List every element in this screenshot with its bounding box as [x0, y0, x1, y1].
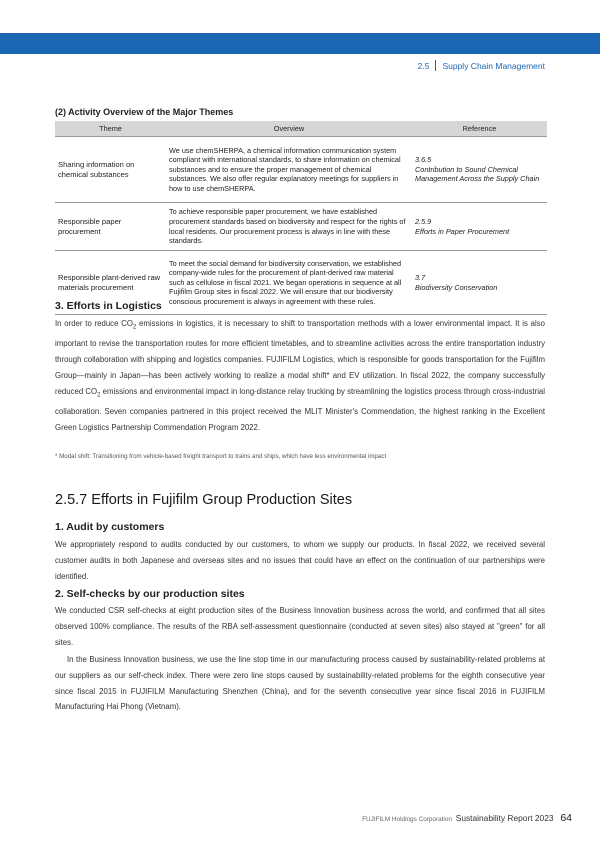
reference-number: 3.6.5 — [415, 155, 432, 165]
reference-number: 2.5.9 — [415, 216, 432, 226]
table-row — [55, 137, 547, 203]
reference-cell — [412, 137, 547, 203]
overview-cell: To meet the social demand for biodiversity conservation, we established company-wide rules for the procurement of plant-derived raw material such as cellulose in fiscal 2021. We began operations in sequence at all Fujifilm Group sites in fiscal 2022. We will ensure that our biodiversity conscious procurement is always in agreement with these rules. — [166, 251, 412, 315]
reference-cell — [412, 203, 547, 251]
section-number: 2.5 — [417, 61, 430, 71]
self-check-paragraph-1: We conducted CSR self-checks at eight production sites of the Business Innovation business across the world, and confirmed that all sites observed 100% compliance. The results of the RBA self-assessment questionnaire (conducted at seven sites) also stayed at "green" for all sites. — [55, 606, 545, 647]
subscript: 2 — [97, 392, 101, 399]
text-run: emissions and environmental impact in long-distance relay trucking by streamlining the logistics process through cross-industrial collaboration. Seven companies partnered in this project received the MLIT Minister's Commendation, the highest ranking in the Excellent Green Logistics Partnership Commendation Program 2022. — [55, 386, 545, 432]
overview-cell: To achieve responsible paper procurement, we have established procurement standards based on biodiversity and respect for the rights of local residents. Our procurement process is always in line with these standards. — [166, 203, 412, 251]
reference-number: 3.7 — [415, 272, 426, 282]
table-row — [55, 203, 547, 251]
page-number: 64 — [560, 812, 572, 824]
footer-report-title: Sustainability Report 2023 — [455, 813, 554, 823]
page-footer — [362, 812, 572, 824]
divider — [435, 60, 436, 71]
subscript: 2 — [132, 324, 137, 331]
footer-company: FUJIFILM Holdings Corporation — [362, 816, 452, 823]
text-run: emissions in logistics, it is necessary to shift to transportation methods with a lower environmental impact. It is also important to revise the transportation routes for more efficient timetables, and to streamline activities across the entire transportation industry through collaboration with shipping and logistics companies. FUJIFILM Logistics, which is responsible for goods transportation for the Fujifilm Group—mainly in Japan—has been actively working to realize a modal shift* and EV utilization. In fiscal 2022, the company successfully reduced CO — [55, 319, 545, 396]
table-title: (2) Activity Overview of the Major Themes — [55, 107, 234, 117]
self-check-paragraph-2: In the Business Innovation business, we use the line stop time in our manufacturing process caused by sustainability-related problems at our suppliers as our self-check index. There were zero line stops caused by sustainability-related problems for the eighth consecutive year since fiscal 2015 in FUJIFILM Manufacturing Shenzhen (China), and for the seventh consecutive year since fiscal 2016 in FUJIFILM Manufacturing Hai Phong (Vietnam). — [55, 655, 545, 712]
logistics-paragraph — [55, 316, 545, 436]
overview-cell: We use chemSHERPA, a chemical information communication system compliant with international standards, to share information on chemical substances and to ensure the proper management of chemical substances. We also offer regular explanatory meetings for suppliers in how to use chemSHERPA. — [166, 137, 412, 203]
reference-title: Contribution to Sound Chemical Management Across the Supply Chain — [415, 164, 540, 184]
table-header-row — [55, 121, 547, 137]
column-header-overview: Overview — [166, 121, 412, 137]
audit-heading: 1. Audit by customers — [55, 521, 165, 533]
section-title: Supply Chain Management — [442, 61, 545, 71]
text-run: In order to reduce CO — [55, 319, 133, 328]
column-header-theme: Theme — [55, 121, 166, 137]
production-heading: 2.5.7 Efforts in Fujifilm Group Production Sites — [55, 492, 353, 508]
section-breadcrumb — [418, 60, 545, 71]
reference-cell — [412, 251, 547, 315]
theme-cell: Sharing information on chemical substances — [55, 137, 166, 203]
themes-table — [55, 121, 547, 315]
logistics-heading: 3. Efforts in Logistics — [55, 300, 162, 312]
footnote: * Modal shift: Transitioning from vehicle-based freight transport to trains and ships, which have less environmental impact — [55, 453, 387, 460]
reference-title: Efforts in Paper Procurement — [415, 226, 510, 236]
reference-title: Biodiversity Conservation — [415, 282, 498, 292]
theme-cell: Responsible paper procurement — [55, 203, 166, 251]
audit-paragraph: We appropriately respond to audits conducted by our customers, to whom we supply our products. In fiscal 2022, we received several customer audits in both Japanese and overseas sites and no issues that could have an effect on the continuation of our partnerships were identified. — [55, 540, 545, 581]
theme-cell: Responsible plant-derived raw materials procurement — [55, 251, 166, 315]
self-check-heading: 2. Self-checks by our production sites — [55, 588, 245, 600]
top-color-band — [0, 33, 600, 54]
column-header-reference: Reference — [412, 121, 547, 137]
